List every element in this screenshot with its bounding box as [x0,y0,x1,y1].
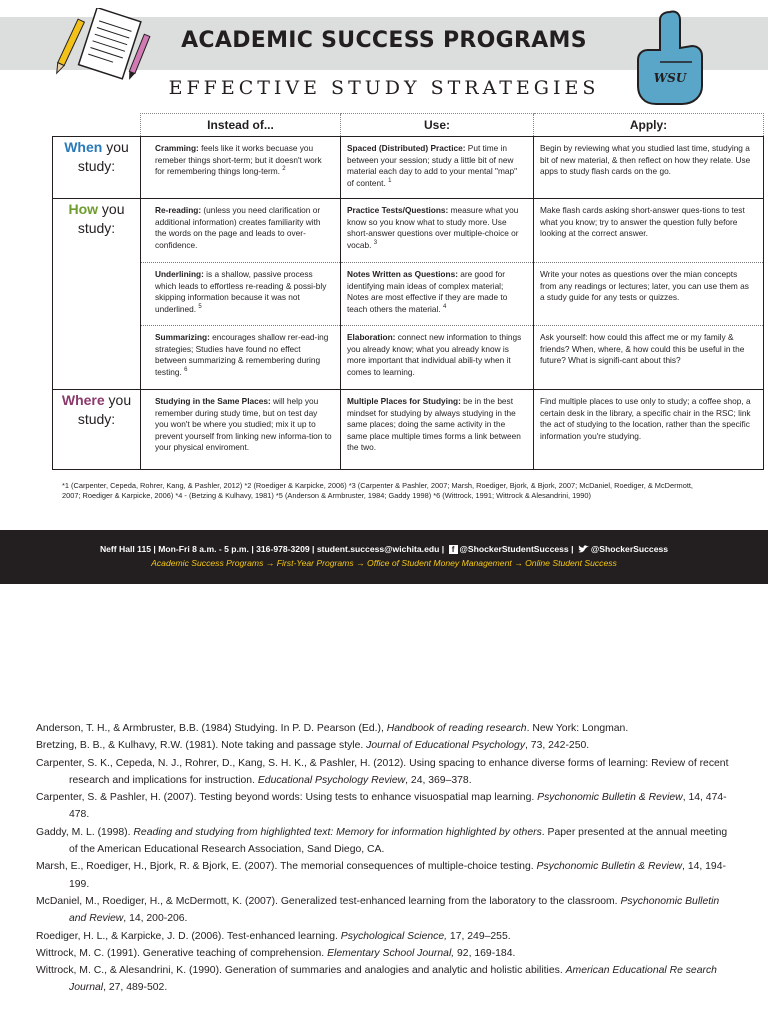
footer-contact-line: Neff Hall 115 | Mon-Fri 8 a.m. - 5 p.m. | 316-978-3209 | student.success@wichita.edu | f @ShockerStudentSuccess | @ShockerSuccess [99,544,669,555]
reference-item: Bretzing, B. B., & Kulhavy, R.W. (1981). Note taking and passage style. Journal of Educational Psychology, 73, 242-250. [36,740,590,752]
references-list [36,720,736,997]
row-label-where: Where you study: [53,390,141,470]
cell-instead: Re-reading: (unless you need clarification or additional information) creates familiarity with the words on the page and leads to over-confidence. [141,199,341,263]
page-subtitle: EFFECTIVE STUDY STRATEGIES [168,77,600,99]
col-header-use: Use: [341,114,534,137]
row-label-when: When you study: [53,137,141,199]
table-row [53,326,764,390]
reference-item: Marsh, E., Roediger, H., Bjork, R. & Bjork, E. (2007). The memorial consequences of multiple-choice testing. Psychonomic Bulletin & Review, 14, 194-199. [36,861,726,890]
reference-item: Roediger, H. L., & Karpicke, J. D. (2006). Test-enhanced learning. Psychological Science, 17, 249–255. [36,930,511,942]
reference-item: Wittrock, M. C. (1991). Generative teaching of comprehension. Elementary School Journal, 92, 169-184. [36,947,516,959]
table-row [53,199,764,263]
cell-apply: Find multiple places to use only to study; a coffee shop, a certain desk in the library, a specific chair in the RSC; link the act of studying to the location, rather than the specific information you're studying. [534,390,764,470]
twitter-handle[interactable]: @ShockerSuccess [590,544,669,554]
page-title: ACADEMIC SUCCESS PROGRAMS [181,28,587,53]
cell-instead: Studying in the Same Places: will help you remember during study time, but on test day you won't be where you studied; mix it up to prevent yourself from linking new informa-tion to your physical enviroment. [141,390,341,470]
hand-logo-text: WSU [653,71,687,85]
table-row [53,263,764,326]
contact-footer [0,530,768,584]
cell-instead: Summarizing: encourages shallow rer-ead-ing strategies; Studies have found no effect between summarizing & remembering during testing. $^6$ [141,326,341,390]
row-label-how: How you study: [53,199,141,390]
cell-instead: Cramming: feels like it works becuase you remeber things short-term; but it doesn't work for remembering things long-term. $^2$ [141,137,341,199]
table-header-row [53,114,764,137]
cell-use: Practice Tests/Questions: measure what you know so you know what to study more. Use short-answer questions over multiple-choice or vocab. $^3$ [341,199,534,263]
reference-item: Anderson, T. H., & Armbruster, B.B. (1984) Studying. In P. D. Pearson (Ed.), Handbook of reading research. New York: Longman. [36,723,629,734]
cell-use: Multiple Places for Studying: be in the best mindset for studying by always studying in the same places; doing the same activity in the same place multiple times forms a link between the two. [341,390,534,470]
facebook-handle[interactable]: @ShockerStudentSuccess [459,544,569,554]
cell-apply: Write your notes as questions over the mian concepts from any readings or lectures; later, you can use them as a study guide for any tests or quizzes. [534,263,764,326]
reference-item: Wittrock, M. C., & Alesandrini, K. (1990). Generation of summaries and analogies and analytic and holistic abilities. American Educational Re search Journal, 27, 489-502. [36,965,717,994]
reference-item: Gaddy, M. L. (1998). Reading and studying from highlighted text: Memory for information highlighted by others. Paper presented at the annual meeting of the American Educational Research Association, Sand Diego, CA. [36,826,728,856]
facebook-icon[interactable]: f [449,545,458,554]
contact-info: Neff Hall 115 | Mon-Fri 8 a.m. - 5 p.m. | 316-978-3209 | student.success@wichita.edu | [99,544,445,554]
cell-apply: Begin by reviewing what you studied last time, studying a bit of new material, & then reflect on how they relate. Use apps to study flash cards on the go. [534,137,764,199]
cell-use: Spaced (Distributed) Practice: Put time in between your session; study a little bit of new material each day to add to your mental "map" of content. $^1$ [341,137,534,199]
strategies-table [52,113,764,470]
reference-item: Carpenter, S. K., Cepeda, N. J., Rohrer, D., Kang, S. H. K., & Pashler, H. (2012). Using spacing to enhance diverse forms of learning: Review of recent research and implications for instruction. Educational Psychology Review, 24, 369–378. [36,757,729,786]
col-header-apply: Apply: [534,114,764,137]
cell-instead: Underlining: is a shallow, passive process which leads to effortless re-reading & possi-bly skipping information because it was not underlined. $^5$ [141,263,341,326]
citation-footnote: *1 (Carpenter, Cepeda, Rohrer, Kang, & Pashler, 2012) *2 (Roediger & Karpicke, 2006) *3 (Carpenter & Pashler, 2007; Marsh, Roediger, Bjork, & Bjork, 2007; McDaniel, Roediger, & McDermott, 2007; Roediger & Karpicke, 2006) *4 - (Betzing & Kulhavy, 1981) *5 (Anderson & Armbruster, 1984; Gaddy 1998) *6 (Wittrock, 1991; Wittrock & Alesandrini, 1990) [62,481,693,500]
reference-item: Carpenter, S. & Pashler, H. (2007). Testing beyond words: Using tests to enhance visuospatial map learning. Psychonomic Bulletin & Review, 14, 474-478. [36,792,727,821]
cell-use: Elaboration: connect new information to things you already know; what you already know is more important that individual abili-ty when it comes to learning. [341,326,534,390]
cell-apply: Make flash cards asking short-answer ques-tions to test what you know; try to answer the question fully before looking at the correct answer. [534,199,764,263]
col-header-instead: Instead of... [141,114,341,137]
footer-links[interactable]: Academic Success Programs → First-Year Programs → Office of Student Money Management → Online Student Success [151,558,617,568]
cell-use: Notes Written as Questions: are good for identifying main ideas of complex material; Notes are most effective if they are made to teach others the material. $^4$ [341,263,534,326]
twitter-icon[interactable] [578,545,589,554]
table-row [53,390,764,470]
reference-item: McDaniel, M., Roediger, H., & McDermott, K. (2007). Generalized test-enhanced learning from the laboratory to the classroom. Psychonomic Bulletin and Review, 14, 200-206. [36,895,720,925]
cell-apply: Ask yourself: how could this affect me or my family & friends? When, where, & how could this be useful in the future? What is signifi-cant about this? [534,326,764,390]
table-row [53,137,764,199]
